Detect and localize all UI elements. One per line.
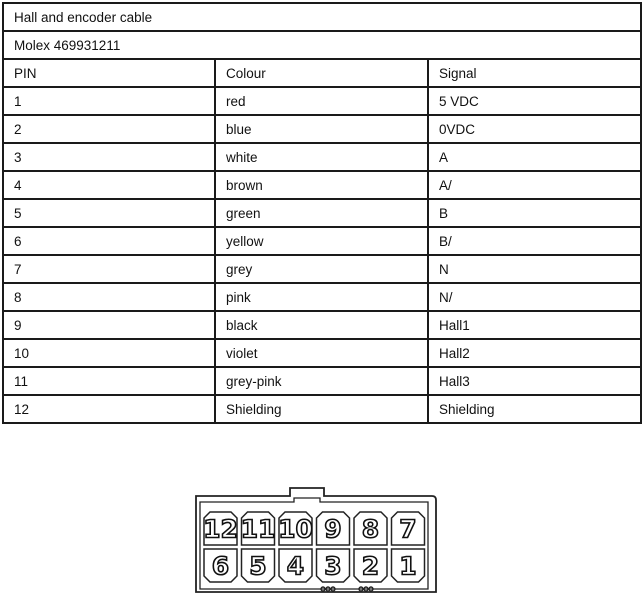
pin-cell: 9 — [3, 311, 215, 339]
colour-cell: black — [215, 311, 428, 339]
pin-cell: 8 — [3, 283, 215, 311]
part-number: Molex 469931211 — [3, 31, 641, 59]
signal-cell: B — [428, 199, 641, 227]
part-row — [3, 31, 641, 59]
colour-cell: blue — [215, 115, 428, 143]
pin-number-label: 3 — [324, 551, 342, 581]
signal-cell: Hall2 — [428, 339, 641, 367]
molex-connector-face-icon — [190, 486, 440, 598]
pin-cell: 2 — [3, 115, 215, 143]
table-row — [3, 339, 641, 367]
signal-cell: 5 VDC — [428, 87, 641, 115]
title-row — [3, 3, 641, 31]
pin-number-label: 7 — [399, 514, 417, 544]
table-row — [3, 143, 641, 171]
signal-cell: A/ — [428, 171, 641, 199]
pin-number-label: 10 — [278, 514, 313, 544]
table-title: Hall and encoder cable — [3, 3, 641, 31]
pin-number-label: 2 — [361, 551, 380, 581]
pin-number-label: 8 — [361, 514, 380, 544]
colour-cell: grey — [215, 255, 428, 283]
signal-cell: 0VDC — [428, 115, 641, 143]
header-colour: Colour — [215, 59, 428, 87]
pin-cell: 4 — [3, 171, 215, 199]
table-row — [3, 199, 641, 227]
header-row — [3, 59, 641, 87]
pin-cell: 11 — [3, 367, 215, 395]
pin-cell: 12 — [3, 395, 215, 423]
pin-number-label: 1 — [399, 551, 417, 581]
table-row — [3, 255, 641, 283]
pin-number-label: 9 — [324, 514, 342, 544]
pin-cell: 10 — [3, 339, 215, 367]
signal-cell: Shielding — [428, 395, 641, 423]
colour-cell: green — [215, 199, 428, 227]
header-signal: Signal — [428, 59, 641, 87]
table-row — [3, 227, 641, 255]
pin-cell: 7 — [3, 255, 215, 283]
colour-cell: pink — [215, 283, 428, 311]
signal-cell: Hall3 — [428, 367, 641, 395]
colour-cell: red — [215, 87, 428, 115]
pin-cell: 3 — [3, 143, 215, 171]
colour-cell: grey-pink — [215, 367, 428, 395]
table-row — [3, 115, 641, 143]
pin-number-label: 12 — [203, 514, 238, 544]
table-row — [3, 283, 641, 311]
pin-table — [2, 2, 642, 424]
signal-cell: N — [428, 255, 641, 283]
pin-number-label: 4 — [286, 551, 305, 581]
signal-cell: B/ — [428, 227, 641, 255]
pin-cell: 5 — [3, 199, 215, 227]
pin-number-label: 5 — [249, 551, 267, 581]
pin-cell: 1 — [3, 87, 215, 115]
colour-cell: yellow — [215, 227, 428, 255]
colour-cell: brown — [215, 171, 428, 199]
header-pin: PIN — [3, 59, 215, 87]
table-row — [3, 395, 641, 423]
table-row — [3, 87, 641, 115]
colour-cell: white — [215, 143, 428, 171]
table-row — [3, 311, 641, 339]
pin-number-label: 6 — [211, 551, 230, 581]
colour-cell: violet — [215, 339, 428, 367]
signal-cell: N/ — [428, 283, 641, 311]
signal-cell: A — [428, 143, 641, 171]
table-row — [3, 367, 641, 395]
pin-cell: 6 — [3, 227, 215, 255]
pin-number-label: 11 — [240, 514, 276, 544]
connector-diagram — [190, 486, 440, 598]
table-row — [3, 171, 641, 199]
signal-cell: Hall1 — [428, 311, 641, 339]
colour-cell: Shielding — [215, 395, 428, 423]
